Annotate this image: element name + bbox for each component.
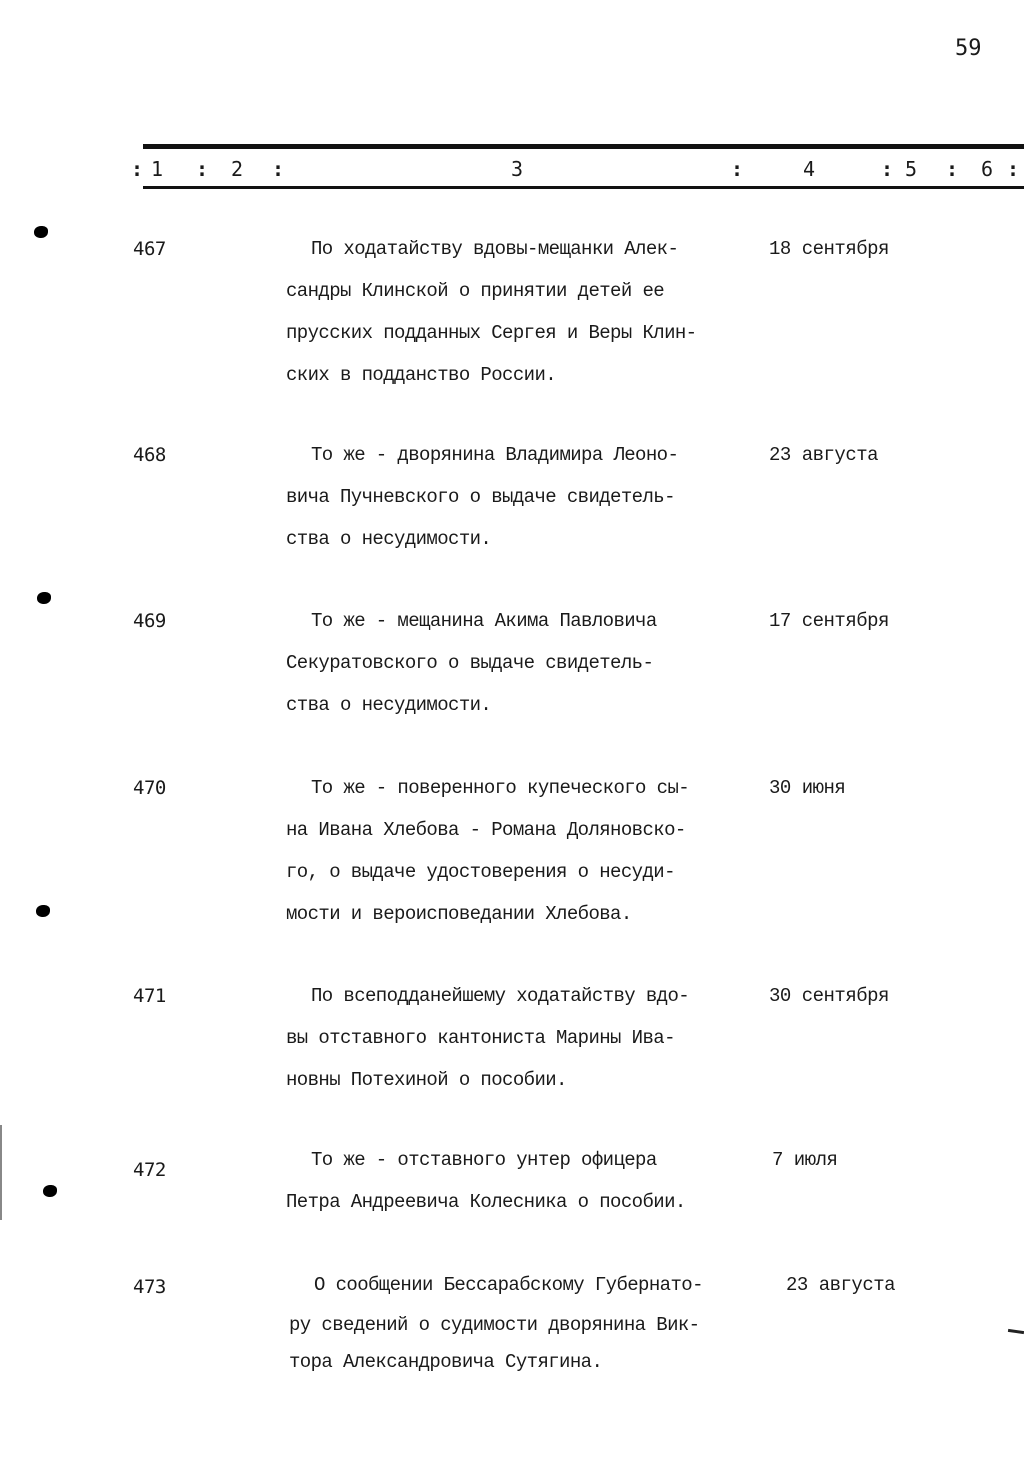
- entry-line: То же - дворянина Владимира Леоно-: [311, 444, 679, 466]
- column-header-3: 3: [511, 157, 524, 181]
- entry-description: [286, 1139, 776, 1223]
- entry-date: 30 сентября: [769, 985, 889, 1007]
- entry-line: Секуратовского о выдаче свидетель-: [286, 652, 654, 674]
- punch-hole-mark: [43, 1185, 57, 1197]
- page-number: 59: [955, 36, 982, 61]
- column-separator: :: [196, 157, 209, 181]
- header-rule-top: [143, 144, 1024, 149]
- entry-date: 30 июня: [769, 777, 846, 799]
- column-header-row: [0, 157, 1024, 187]
- entry-line: ства о несудимости.: [286, 528, 492, 550]
- entry-description: [286, 434, 776, 560]
- entry-line: мости и вероисповедании Хлебова.: [286, 903, 632, 925]
- entry-line: О сообщении Бессарабскому Губернато-: [314, 1274, 703, 1296]
- entry-description: [289, 1264, 799, 1380]
- punch-hole-mark: [34, 226, 48, 238]
- entry-line: Петра Андреевича Колесника о пособии.: [286, 1191, 686, 1213]
- column-header-1: 1: [151, 157, 164, 181]
- margin-mark: [1008, 1329, 1024, 1334]
- entry-date: 7 июля: [772, 1149, 838, 1171]
- column-separator: :: [131, 157, 144, 181]
- entry-line: сандры Клинской о принятии детей ее: [286, 280, 665, 302]
- entry-line: По всеподданейшему ходатайству вдо-: [311, 985, 690, 1007]
- left-edge-shadow: [0, 1125, 2, 1220]
- entry-line: ства о несудимости.: [286, 694, 492, 716]
- entry-line: го, о выдаче удостоверения о несуди-: [286, 861, 675, 883]
- entry-number: 467: [133, 238, 166, 260]
- entry-number: 470: [133, 777, 166, 799]
- entry-line: То же - отставного унтер офицера: [311, 1149, 657, 1171]
- entry-description: [286, 767, 776, 935]
- entry-line: ру сведений о судимости дворянина Вик-: [289, 1314, 700, 1336]
- entry-line: По ходатайству вдовы-мещанки Алек-: [311, 238, 679, 260]
- entry-date: 23 августа: [786, 1274, 896, 1296]
- entry-number: 472: [133, 1159, 166, 1181]
- entry-line: То же - поверенного купеческого сы-: [311, 777, 690, 799]
- entry-number: 468: [133, 444, 166, 466]
- column-separator: :: [881, 157, 894, 181]
- punch-hole-mark: [37, 592, 51, 604]
- entry-date: 18 сентября: [769, 238, 889, 260]
- entry-description: [286, 600, 776, 726]
- column-separator: :: [731, 157, 744, 181]
- entry-line: ских в подданство России.: [286, 364, 557, 386]
- entry-line: вы отставного кантониста Марины Ива-: [286, 1027, 675, 1049]
- entry-line: прусских подданных Сергея и Веры Клин-: [286, 322, 697, 344]
- entry-date: 23 августа: [769, 444, 879, 466]
- entry-number: 471: [133, 985, 166, 1007]
- column-header-2: 2: [231, 157, 244, 181]
- column-header-5: 5: [905, 157, 918, 181]
- column-separator: :: [946, 157, 959, 181]
- entry-line: То же - мещанина Акима Павловича: [311, 610, 657, 632]
- entry-description: [286, 975, 776, 1101]
- header-rule-bottom: [143, 186, 1024, 189]
- entry-line: вича Пучневского о выдаче свидетель-: [286, 486, 675, 508]
- punch-hole-mark: [36, 905, 50, 917]
- entry-line: тора Александровича Сутягина.: [289, 1351, 603, 1373]
- column-separator: :: [1007, 157, 1020, 181]
- column-separator: :: [272, 157, 285, 181]
- column-header-4: 4: [803, 157, 816, 181]
- entry-number: 473: [133, 1276, 166, 1298]
- entry-description: [286, 228, 776, 396]
- entry-date: 17 сентября: [769, 610, 889, 632]
- entry-number: 469: [133, 610, 166, 632]
- entry-line: новны Потехиной о пособии.: [286, 1069, 567, 1091]
- column-header-6: 6: [981, 157, 994, 181]
- entry-line: на Ивана Хлебова - Романа Доляновско-: [286, 819, 686, 841]
